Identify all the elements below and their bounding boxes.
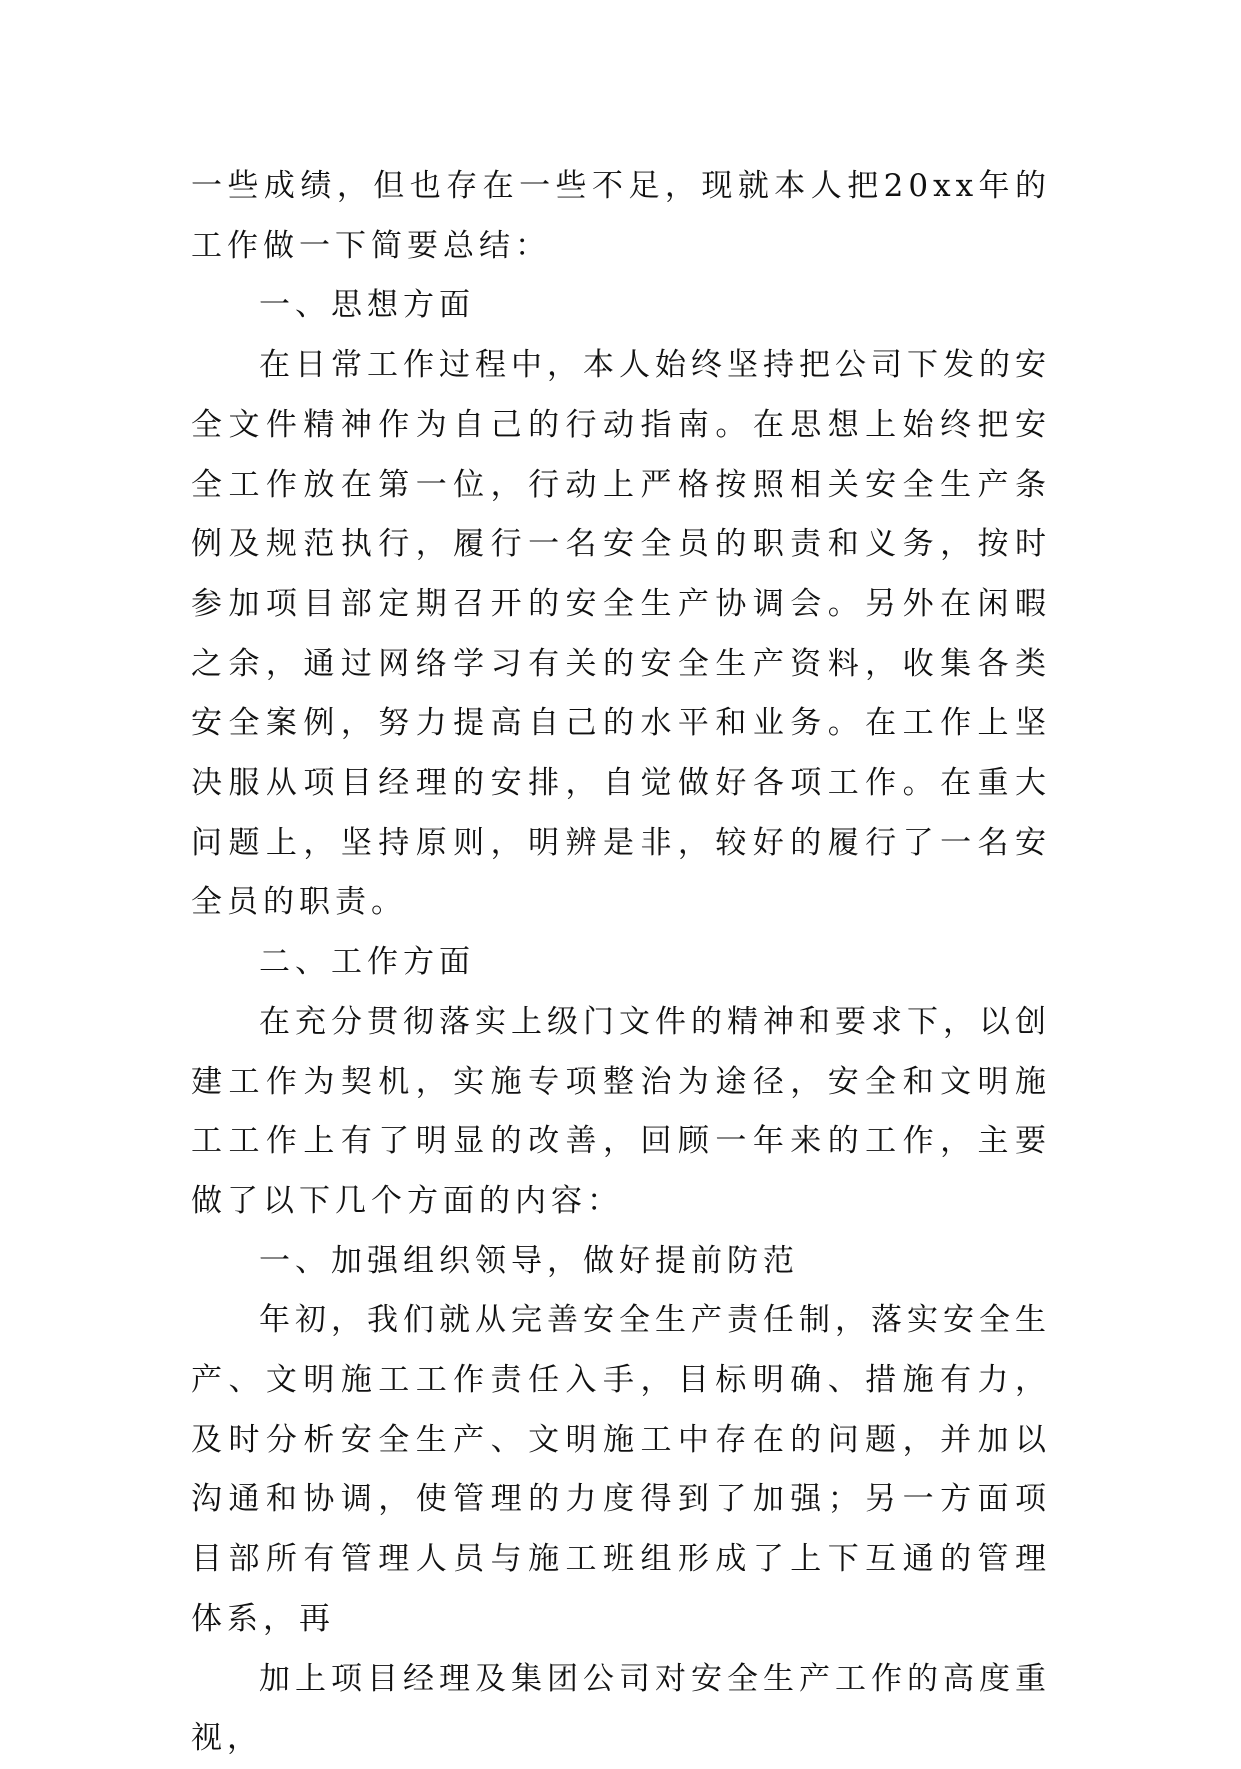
- heading-organization: 一、加强组织领导，做好提前防范: [259, 1242, 799, 1279]
- paragraph-intro-continuation: 一些成绩，但也存在一些不足，现就本人把20xx年的工作做一下简要总结：: [191, 168, 1051, 264]
- paragraph-organization: 年初，我们就从完善安全生产责任制，落实安全生产、文明施工工作责任入手，目标明确、措施有力，及时分析安全生产、文明施工中存在的问题，并加以沟通和协调，使管理的力度得到了加强；另一方面项目部所有管理人员与施工班组形成了上下互通的管理体系，再: [191, 1302, 1051, 1637]
- document-body: [191, 157, 1051, 1769]
- paragraph-last: 加上项目经理及集团公司对安全生产工作的高度重视，: [191, 1660, 1051, 1757]
- paragraph-work: 在充分贯彻落实上级门文件的精神和要求下，以创建工作为契机，实施专项整治为途径，安全和文明施工工作上有了明显的改善，回顾一年来的工作，主要做了以下几个方面的内容：: [191, 1003, 1051, 1219]
- paragraph-thought: 在日常工作过程中，本人始终坚持把公司下发的安全文件精神作为自己的行动指南。在思想上始终把安全工作放在第一位，行动上严格按照相关安全生产条例及规范执行，履行一名安全员的职责和义务，按时参加项目部定期召开的安全生产协调会。另外在闲暇之余，通过网络学习有关的安全生产资料，收集各类安全案例，努力提高自己的水平和业务。在工作上坚决服从项目经理的安排，自觉做好各项工作。在重大问题上，坚持原则，明辨是非，较好的履行了一名安全员的职责。: [191, 347, 1051, 921]
- heading-work: 二、工作方面: [259, 944, 475, 981]
- heading-thought: 一、思想方面: [259, 287, 475, 324]
